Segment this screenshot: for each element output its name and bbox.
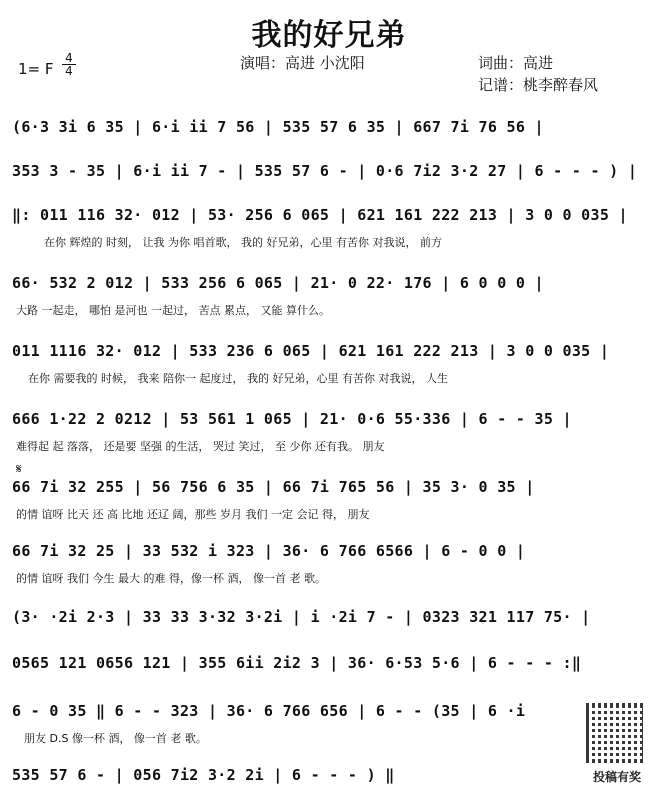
segno-icon: 𝄋 [16, 462, 22, 477]
lyrics-line-8: 的情 谊呀 我们 今生 最大 的难 得，像一杯 酒， 像一首 老 歌。 [16, 572, 326, 585]
notation-line-2: 353 3 - 35 | 6·i ii 7 - | 535 57 6 - | 0·6 7i2 3·2 27 | 6 - - - ) | [12, 162, 638, 180]
notation-line-9: (3· ·2i 2·3 | 33 33 3·32 3·2i | i ·2i 7 - | 0323 321 117 75· | [12, 608, 591, 626]
key-signature: 1= F [18, 60, 54, 78]
notation-line-11: 6 - 0 35 ‖ 6 - - 323 | 36· 6 766 656 | 6 - - (35 | 6 ·i [12, 702, 526, 720]
time-signature [62, 52, 76, 77]
singers: 演唱：高进 小沈阳 [240, 54, 365, 72]
lyricist-composer: 词曲：高进 [478, 54, 554, 72]
notation-line-1: (6·3 3i 6 35 | 6·i ii 7 56 | 535 57 6 35 | 667 7i 76 56 | [12, 118, 544, 136]
notation-line-8: 66 7i 32 25 | 33 532 i 323 | 36· 6 766 6566 | 6 - 0 0 | [12, 542, 526, 560]
lyrics-line-7: 的情 谊呀 比天 还 高 比地 还辽 阔，那些 岁月 我们 一定 会记 得， 朋友 [16, 508, 370, 521]
lyrics-line-5: 在你 需要我的 时候， 我来 陪你一 起度过， 我的 好兄弟，心里 有苦你 对我说， 人生 [28, 372, 448, 385]
lyrics-line-3: 在你 辉煌的 时刻， 让我 为你 唱首歌， 我的 好兄弟，心里 有苦你 对我说， 前方 [44, 236, 442, 249]
notation-line-6: 666 1·22 2 0212 | 53 561 1 065 | 21· 0·6 55·336 | 6 - - 35 | [12, 410, 572, 428]
time-bottom: 4 [62, 64, 76, 77]
notation-line-3: ‖: 011 116 32· 012 | 53· 256 6 065 | 621 161 222 213 | 3 0 0 035 | [12, 206, 628, 224]
qr-code-icon [586, 703, 646, 763]
submission-badge: 投稿有奖 [592, 770, 641, 784]
notation-line-12: 535 57 6 - | 056 7i2 3·2 2i | 6 - - - ) ‖ [12, 766, 395, 784]
transcriber: 记谱：桃李醉春风 [478, 76, 599, 94]
lyrics-line-4: 大路 一起走， 哪怕 是河也 一起过， 苦点 累点， 又能 算什么。 [16, 304, 330, 317]
notation-line-5: 011 1116 32· 012 | 533 236 6 065 | 621 161 222 213 | 3 0 0 035 | [12, 342, 610, 360]
time-top: 4 [65, 51, 73, 65]
notation-line-7: 66 7i 32 255 | 56 756 6 35 | 66 7i 765 56 | 35 3· 0 35 | [12, 478, 535, 496]
notation-line-10: 0565 121 0656 121 | 355 6ii 2i2 3 | 36· 6·53 5·6 | 6 - - - :‖ [12, 654, 582, 672]
lyrics-line-6: 难得起 起 落落， 还是要 坚强 的生活， 哭过 笑过， 至 少你 还有我。 朋友 [16, 440, 385, 453]
notation-line-4: 66· 532 2 012 | 533 256 6 065 | 21· 0 22· 176 | 6 0 0 0 | [12, 274, 544, 292]
song-title: 我的好兄弟 [251, 18, 407, 53]
lyrics-line-11: 朋友 D.S 像一杯 酒， 像一首 老 歌。 [24, 732, 207, 745]
